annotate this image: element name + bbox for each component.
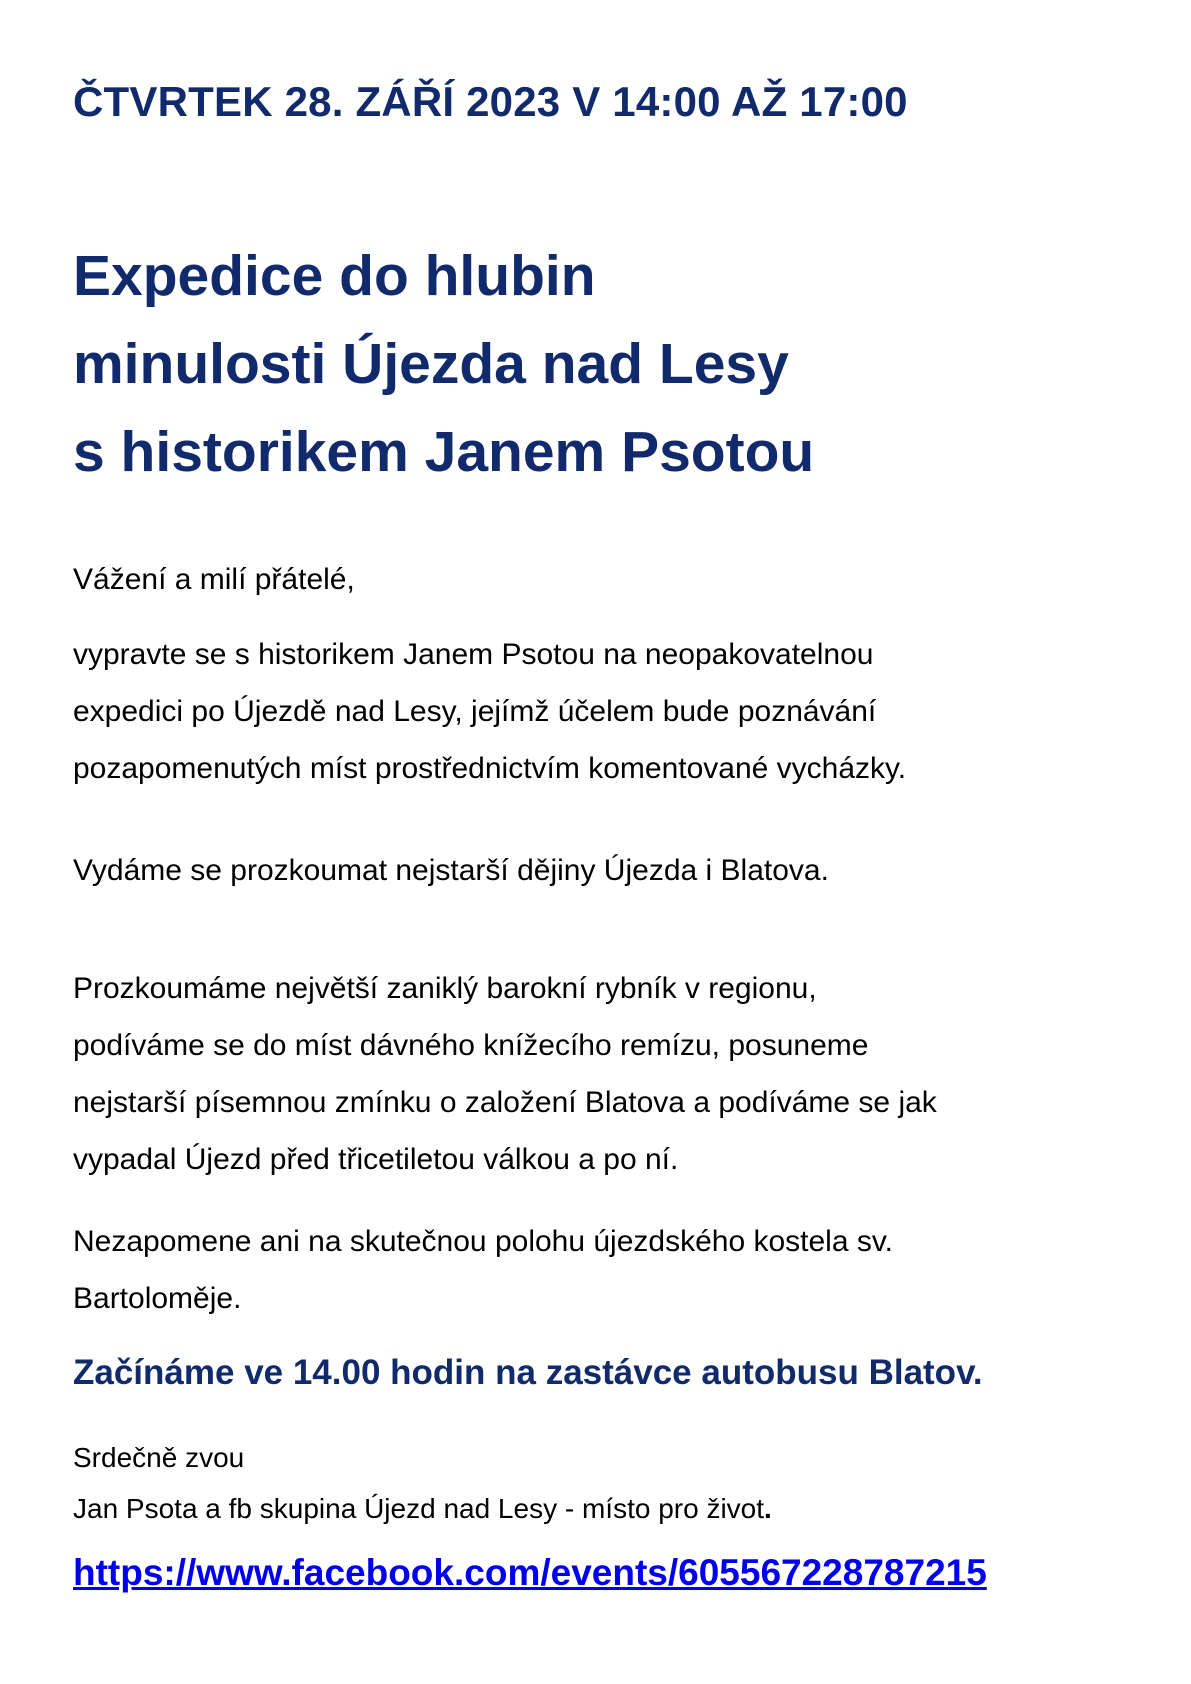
paragraph-line: pozapomenutých míst prostřednictvím komentované vycházky. — [73, 752, 907, 785]
greeting: Vážení a milí přátelé, — [73, 563, 355, 596]
title-line: Expedice do hlubin — [73, 244, 596, 308]
history-paragraph: Vydáme se prozkoumat nejstarší dějiny Újezda i Blatova. — [73, 854, 829, 887]
signature — [73, 1432, 772, 1534]
paragraph-line: expedici po Újezdě nad Lesy, jejímž účelem bude poznávání — [73, 695, 877, 728]
signature-period: . — [764, 1493, 772, 1524]
paragraph-line: vypadal Újezd před třicetiletou válkou a po ní. — [73, 1143, 679, 1176]
title-line: minulosti Újezda nad Lesy — [73, 332, 789, 396]
signature-names-text: Jan Psota a fb skupina Újezd nad Lesy - místo pro život — [73, 1493, 765, 1524]
facebook-event-link[interactable]: https://www.facebook.com/events/605567228787215 — [73, 1552, 987, 1593]
event-title — [73, 232, 814, 496]
paragraph-line: Nezapomene ani na skutečnou polohu újezdského kostela sv. — [73, 1225, 893, 1258]
paragraph-line: Bartoloměje. — [73, 1282, 242, 1315]
start-info: Začínáme ve 14.00 hodin na zastávce autobusu Blatov. — [73, 1353, 983, 1392]
signature-greeting: Srdečně zvou — [73, 1442, 245, 1473]
signature-names — [73, 1483, 772, 1534]
paragraph-line: Prozkoumáme největší zaniklý barokní rybník v regionu, — [73, 972, 817, 1005]
paragraph-line: podíváme se do míst dávného knížecího remízu, posuneme — [73, 1029, 869, 1062]
title-line: s historikem Janem Psotou — [73, 420, 815, 484]
paragraph-line: nejstarší písemnou zmínku o založení Blatova a podíváme se jak — [73, 1086, 937, 1119]
event-date-heading: ČTVRTEK 28. ZÁŘÍ 2023 V 14:00 AŽ 17:00 — [73, 78, 908, 125]
church-paragraph — [73, 1213, 893, 1327]
paragraph-line: vypravte se s historikem Janem Psotou na neopakovatelnou — [73, 638, 874, 671]
intro-paragraph — [73, 626, 906, 797]
exploration-paragraph — [73, 960, 937, 1188]
